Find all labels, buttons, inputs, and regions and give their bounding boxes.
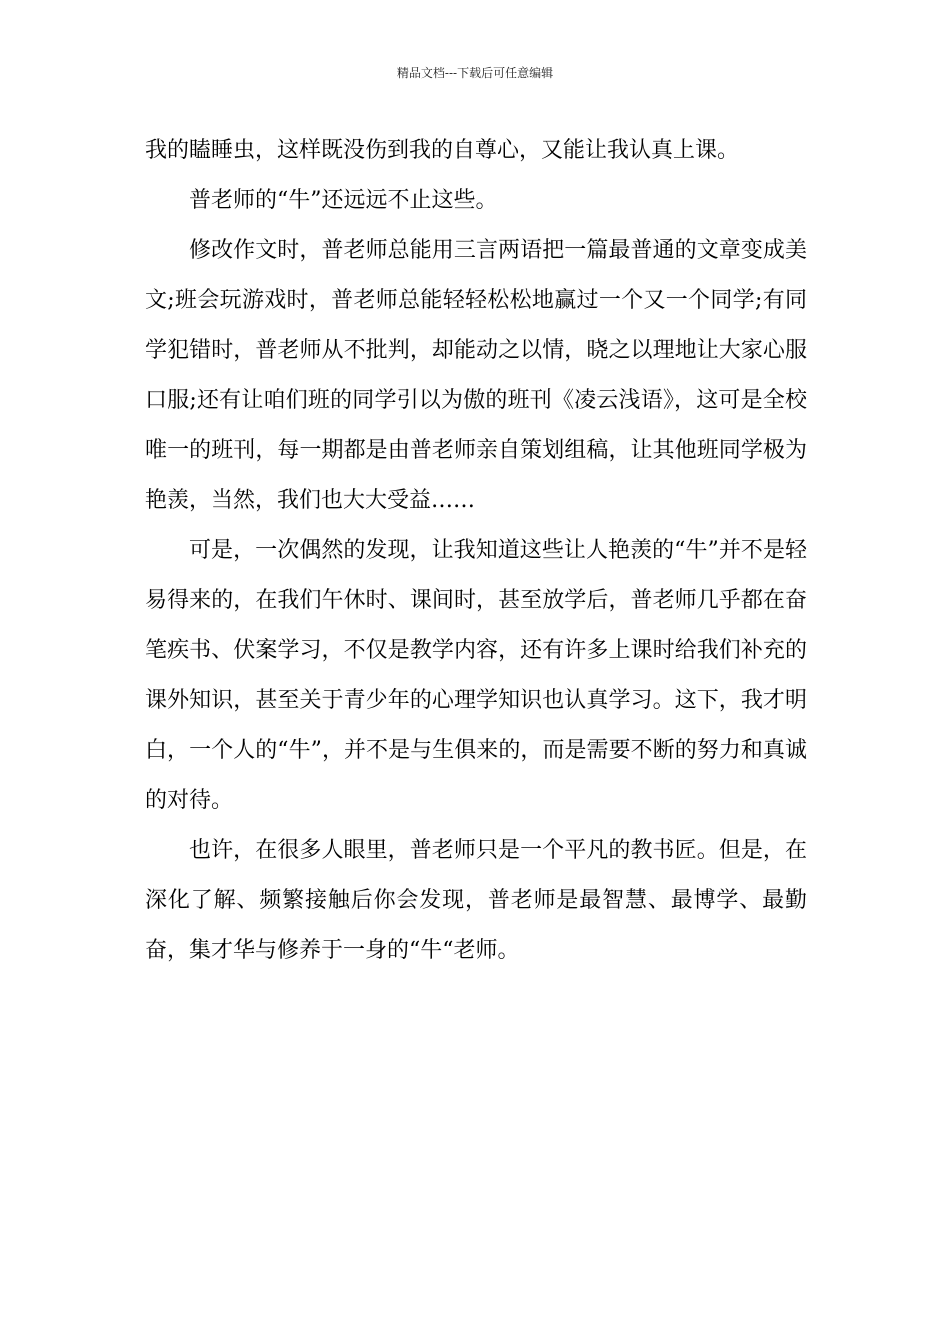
- paragraph-5: 也许，在很多人眼里，普老师只是一个平凡的教书匠。但是，在深化了解、频繁接触后你会发现，普老师是最智慧、最博学、最勤奋，集才华与修养于一身的“牛“老师。: [145, 838, 807, 963]
- paragraph-2: 普老师的“牛”还远远不止这些。: [189, 188, 498, 213]
- document-body: [145, 126, 807, 976]
- paragraph-1: 我的瞌睡虫，这样既没伤到我的自尊心，又能让我认真上课。: [145, 138, 740, 163]
- page-header: 精品文档---下载后可任意编辑: [396, 66, 554, 80]
- paragraph-4: 可是，一次偶然的发现，让我知道这些让人艳羡的“牛”并不是轻易得来的，在我们午休时、课间时，甚至放学后，普老师几乎都在奋笔疾书、伏案学习，不仅是教学内容，还有许多上课时给我们补充的课外知识，甚至关于青少年的心理学知识也认真学习。这下，我才明白，一个人的“牛”，并不是与生俱来的，而是需要不断的努力和真诚的对待。: [145, 538, 807, 813]
- paragraph-3: 修改作文时，普老师总能用三言两语把一篇最普通的文章变成美文;班会玩游戏时，普老师总能轻轻松松地赢过一个又一个同学;有同学犯错时，普老师从不批判，却能动之以情，晓之以理地让大家心服口服;还有让咱们班的同学引以为傲的班刊《凌云浅语》，这可是全校唯一的班刊，每一期都是由普老师亲自策划组稿，让其他班同学极为艳羡，当然，我们也大大受益……: [145, 238, 807, 513]
